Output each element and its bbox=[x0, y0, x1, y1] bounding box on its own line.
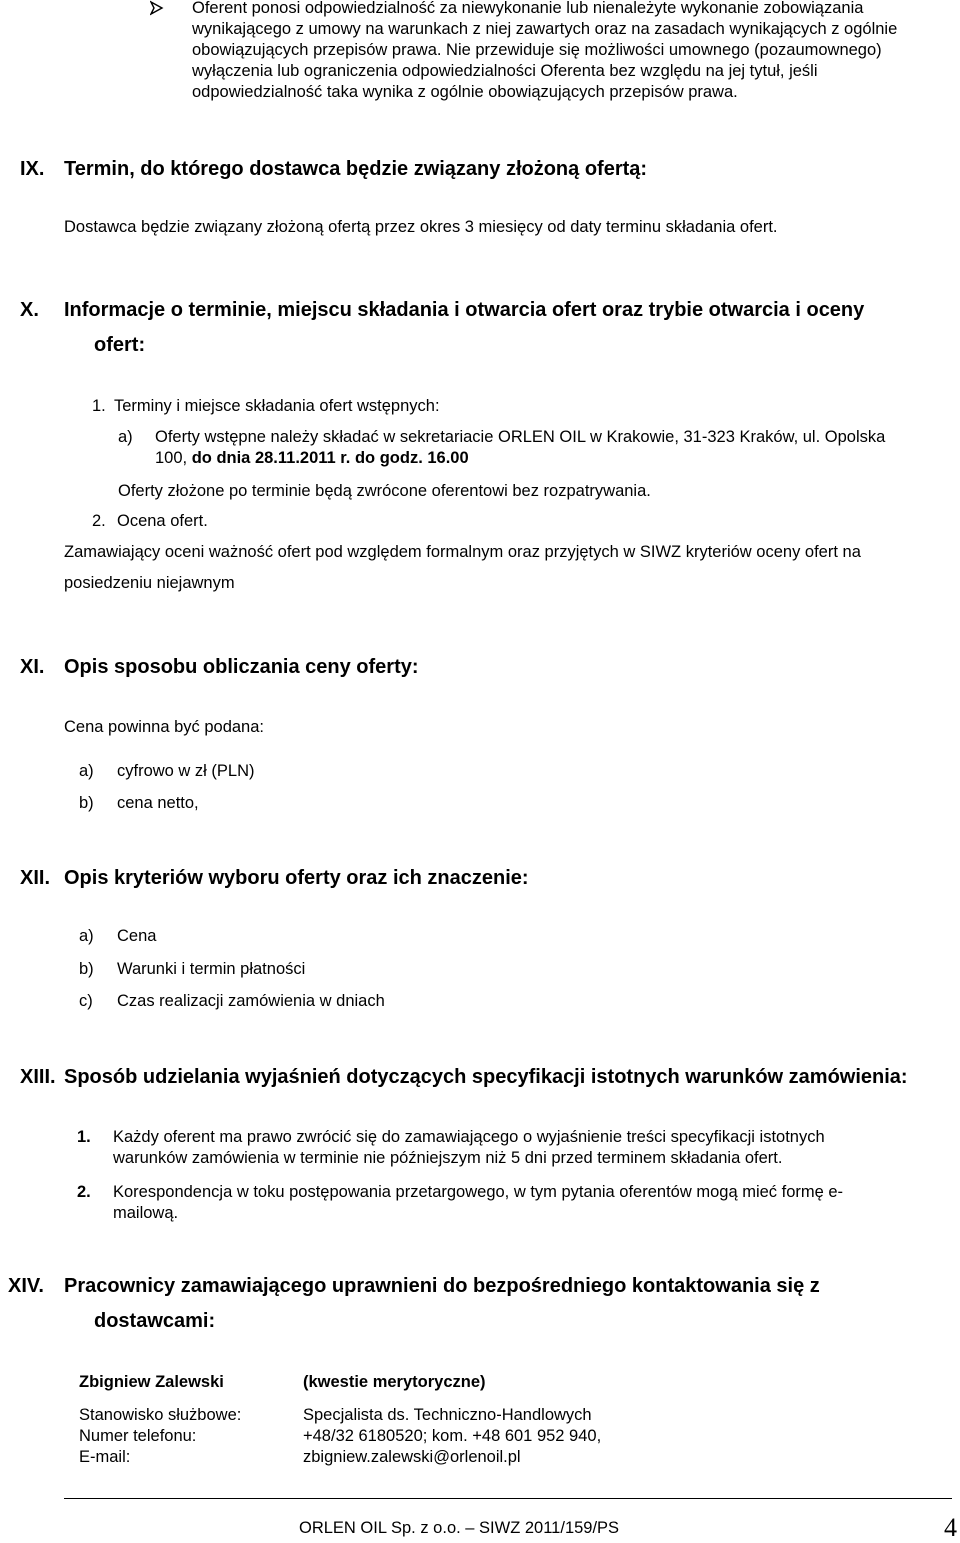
intro-line: wynikającego z umowy na warunkach z niej zawartych oraz na zasadach wynikających z ogólnie bbox=[192, 20, 898, 38]
section-11-item-text: cyfrowo w zł (PLN) bbox=[117, 762, 255, 780]
section-12-item-label: a) bbox=[79, 927, 94, 945]
arrowhead-bullet-icon bbox=[150, 0, 164, 21]
contact-email-label: E-mail: bbox=[79, 1448, 131, 1466]
footer-divider bbox=[64, 1498, 952, 1499]
section-10-a-line2 bbox=[155, 448, 469, 469]
section-13-item1-line2: warunków zamówienia w terminie nie późniejszym niż 5 dni przed terminem składania ofert. bbox=[113, 1149, 783, 1167]
section-11-title: Opis sposobu obliczania ceny oferty: bbox=[64, 656, 419, 678]
section-14-title-line1: Pracownicy zamawiającego uprawnieni do bezpośredniego kontaktowania się z bbox=[64, 1275, 820, 1297]
section-11-item-label: b) bbox=[79, 794, 94, 812]
section-12-item-text: Czas realizacji zamówienia w dniach bbox=[117, 992, 385, 1010]
section-12-number: XII. bbox=[20, 867, 51, 889]
contact-name: Zbigniew Zalewski bbox=[79, 1373, 224, 1391]
section-10-eval-line1: Zamawiający oceni ważność ofert pod względem formalnym oraz przyjętych w SIWZ kryteriów oceny ofert na bbox=[64, 543, 861, 561]
section-10-item1-text: Terminy i miejsce składania ofert wstępnych: bbox=[114, 397, 440, 415]
section-10-deadline: do dnia 28.11.2011 r. do godz. 16.00 bbox=[191, 449, 469, 467]
section-10-a-line1: Oferty wstępne należy składać w sekretariacie ORLEN OIL w Krakowie, 31-323 Kraków, ul. Opolska bbox=[155, 428, 886, 446]
section-14-number: XIV. bbox=[8, 1275, 44, 1297]
section-11-item-label: a) bbox=[79, 762, 94, 780]
section-11-number: XI. bbox=[20, 656, 45, 678]
section-13-item1-line1: Każdy oferent ma prawo zwrócić się do zamawiającego o wyjaśnienie treści specyfikacji istotnych bbox=[113, 1128, 825, 1146]
section-11-item-text: cena netto, bbox=[117, 794, 199, 812]
intro-paragraph bbox=[192, 0, 952, 103]
section-10-a-line2-plain: 100, bbox=[155, 449, 192, 467]
section-11-intro: Cena powinna być podana: bbox=[64, 718, 264, 736]
section-13-item2-number: 2. bbox=[77, 1183, 91, 1201]
section-10-item2-number: 2. bbox=[92, 512, 106, 530]
section-12-item-label: c) bbox=[79, 992, 93, 1010]
section-10-title-line2: ofert: bbox=[94, 334, 146, 356]
section-10-late-note: Oferty złożone po terminie będą zwrócone oferentowi bez rozpatrywania. bbox=[118, 482, 651, 500]
footer-text: ORLEN OIL Sp. z o.o. – SIWZ 2011/159/PS bbox=[299, 1519, 620, 1537]
contact-scope: (kwestie merytoryczne) bbox=[303, 1373, 486, 1391]
intro-line: obowiązujących przepisów prawa. Nie przewiduje się możliwości umownego (pozaumownego) bbox=[192, 41, 882, 59]
page-number: 4 bbox=[944, 1513, 957, 1542]
section-13-title: Sposób udzielania wyjaśnień dotyczących specyfikacji istotnych warunków zamówienia: bbox=[64, 1066, 908, 1088]
section-12-title: Opis kryteriów wyboru oferty oraz ich znaczenie: bbox=[64, 867, 529, 889]
section-10-title-line1: Informacje o terminie, miejscu składania i otwarcia ofert oraz trybie otwarcia i oceny bbox=[64, 299, 865, 321]
section-9-title: Termin, do którego dostawca będzie związany złożoną ofertą: bbox=[64, 158, 648, 180]
intro-line: Oferent ponosi odpowiedzialność za niewykonanie lub nienależyte wykonanie zobowiązania bbox=[192, 0, 864, 17]
intro-line: wyłączenia lub ograniczenia odpowiedzialności Oferenta bez względu na jej tytuł, jeśli bbox=[192, 62, 818, 80]
section-14-title-line2: dostawcami: bbox=[94, 1310, 216, 1332]
contact-phone-value: +48/32 6180520; kom. +48 601 952 940, bbox=[303, 1427, 602, 1445]
section-12-item-text: Warunki i termin płatności bbox=[117, 960, 306, 978]
contact-phone-label: Numer telefonu: bbox=[79, 1427, 197, 1445]
section-12-item-text: Cena bbox=[117, 927, 157, 945]
section-13-item2-line2: mailową. bbox=[113, 1204, 179, 1222]
section-13-number: XIII. bbox=[20, 1066, 56, 1088]
contact-position-label: Stanowisko służbowe: bbox=[79, 1406, 242, 1424]
section-13-item2-line1: Korespondencja w toku postępowania przetargowego, w tym pytania oferentów mogą mieć formę e- bbox=[113, 1183, 844, 1201]
section-9-number: IX. bbox=[20, 158, 45, 180]
section-10-item1-number: 1. bbox=[92, 397, 106, 415]
section-10-eval-line2: posiedzeniu niejawnym bbox=[64, 574, 235, 592]
section-12-item-label: b) bbox=[79, 960, 94, 978]
contact-position-value: Specjalista ds. Techniczno-Handlowych bbox=[303, 1406, 592, 1424]
contact-email-value[interactable]: zbigniew.zalewski@orlenoil.pl bbox=[303, 1448, 521, 1466]
section-10-number: X. bbox=[20, 299, 39, 321]
section-10-item2-text: Ocena ofert. bbox=[117, 512, 208, 530]
section-13-item1-number: 1. bbox=[77, 1128, 91, 1146]
intro-line: odpowiedzialność taka wynika z ogólnie obowiązujących przepisów prawa. bbox=[192, 83, 738, 101]
section-10-a-label: a) bbox=[118, 428, 133, 446]
section-9-body: Dostawca będzie związany złożoną ofertą przez okres 3 miesięcy od daty terminu składania ofert. bbox=[64, 218, 778, 236]
